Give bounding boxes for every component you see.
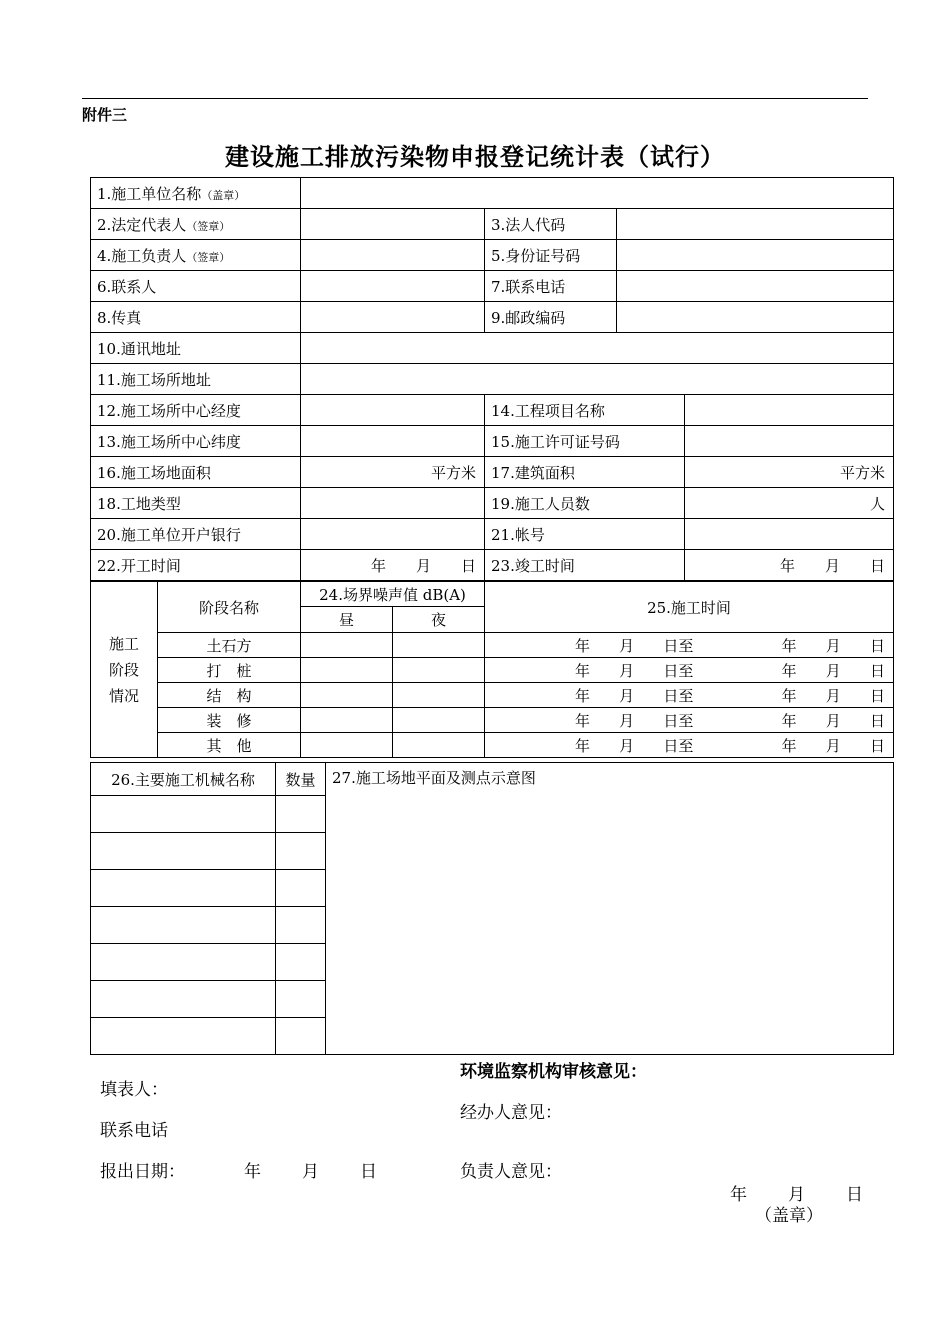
workers-field[interactable]: 人 <box>685 488 894 519</box>
stage-name: 土石方 <box>158 633 301 658</box>
label-phone: 7.联系电话 <box>485 271 617 302</box>
noise-night-field[interactable] <box>393 658 485 683</box>
site-type-field[interactable] <box>301 488 485 519</box>
month-label: 月 <box>825 736 841 755</box>
label-longitude: 12.施工场所中心经度 <box>91 395 301 426</box>
year-label: 年 <box>575 736 591 755</box>
noise-day-header: 昼 <box>301 607 393 633</box>
machinery-qty-header: 数量 <box>276 763 326 796</box>
end-date-field[interactable] <box>685 550 894 581</box>
noise-night-field[interactable] <box>393 733 485 758</box>
report-date-month: 月 <box>302 1162 319 1182</box>
machinery-qty-field[interactable] <box>276 796 326 833</box>
stage-period-field[interactable] <box>485 633 894 658</box>
label-building-area: 17.建筑面积 <box>485 457 685 488</box>
report-date-label: 报出日期： <box>100 1162 185 1182</box>
bank-field[interactable] <box>301 519 485 550</box>
site-plan-header: 27.施工场地平面及测点示意图 <box>332 769 536 787</box>
machinery-qty-field[interactable] <box>276 981 326 1018</box>
stages-section-label: 施工 阶段 情况 <box>91 582 158 758</box>
day-label: 日 <box>869 661 885 680</box>
machinery-name-field[interactable] <box>91 1018 276 1055</box>
noise-night-field[interactable] <box>393 683 485 708</box>
day-to-label: 日至 <box>663 686 694 705</box>
noise-day-field[interactable] <box>301 683 393 708</box>
stage-period-field[interactable] <box>485 658 894 683</box>
fax-field[interactable] <box>301 302 485 333</box>
machinery-name-field[interactable] <box>91 833 276 870</box>
day-to-label: 日至 <box>663 661 694 680</box>
review-date-year: 年 <box>730 1185 747 1205</box>
year-label: 年 <box>781 636 797 655</box>
year-label: 年 <box>781 736 797 755</box>
review-title: 环境监察机构审核意见： <box>460 1062 647 1082</box>
stage-period-field[interactable] <box>485 683 894 708</box>
noise-night-header: 夜 <box>393 607 485 633</box>
machinery-name-field[interactable] <box>91 907 276 944</box>
label-address: 10.通讯地址 <box>91 333 301 364</box>
day-label: 日 <box>869 556 885 575</box>
year-label: 年 <box>575 636 591 655</box>
noise-night-field[interactable] <box>393 633 485 658</box>
year-label: 年 <box>575 661 591 680</box>
review-date-day: 日 <box>846 1185 863 1205</box>
contact-phone-label: 联系电话 <box>100 1121 168 1141</box>
noise-day-field[interactable] <box>301 708 393 733</box>
month-label: 月 <box>825 636 841 655</box>
label-bank: 20.施工单位开户银行 <box>91 519 301 550</box>
postcode-field[interactable] <box>617 302 894 333</box>
month-label: 月 <box>619 636 635 655</box>
stage-period-field[interactable] <box>485 733 894 758</box>
day-to-label: 日至 <box>663 636 694 655</box>
stage-name: 打 桩 <box>158 658 301 683</box>
building-area-field[interactable]: 平方米 <box>685 457 894 488</box>
month-label: 月 <box>619 736 635 755</box>
label-fax: 8.传真 <box>91 302 301 333</box>
label-site-area: 16.施工场地面积 <box>91 457 301 488</box>
year-label: 年 <box>781 711 797 730</box>
machinery-qty-field[interactable] <box>276 944 326 981</box>
leader-opinion-label: 负责人意见： <box>460 1162 562 1182</box>
machinery-name-field[interactable] <box>91 981 276 1018</box>
month-label: 月 <box>825 686 841 705</box>
label-site-type: 18.工地类型 <box>91 488 301 519</box>
month-label: 月 <box>619 686 635 705</box>
day-to-label: 日至 <box>663 711 694 730</box>
day-label: 日 <box>869 636 885 655</box>
label-end-date: 23.竣工时间 <box>485 550 685 581</box>
day-to-label: 日至 <box>663 736 694 755</box>
label-postcode: 9.邮政编码 <box>485 302 617 333</box>
stages-table <box>90 581 894 758</box>
stage-name-header: 阶段名称 <box>158 582 301 633</box>
day-label: 日 <box>460 556 476 575</box>
noise-day-field[interactable] <box>301 733 393 758</box>
project-name-field[interactable] <box>685 395 894 426</box>
stage-name: 结 构 <box>158 683 301 708</box>
page-title: 建设施工排放污染物申报登记统计表（试行） <box>225 142 725 171</box>
month-label: 月 <box>825 661 841 680</box>
month-label: 月 <box>415 556 431 575</box>
address-field[interactable] <box>301 333 894 364</box>
noise-header: 24.场界噪声值 dB(A) <box>301 582 485 607</box>
handler-opinion-label: 经办人意见： <box>460 1103 562 1123</box>
construction-time-header: 25.施工时间 <box>485 582 894 633</box>
account-field[interactable] <box>685 519 894 550</box>
year-label: 年 <box>779 556 795 575</box>
stamp-label: （盖章） <box>755 1206 823 1226</box>
year-label: 年 <box>781 686 797 705</box>
label-account: 21.帐号 <box>485 519 685 550</box>
label-id-number: 5.身份证号码 <box>485 240 617 271</box>
filler-label: 填表人： <box>100 1080 168 1100</box>
machinery-name-field[interactable] <box>91 870 276 907</box>
machinery-name-header: 26.主要施工机械名称 <box>91 763 276 796</box>
stage-name: 其 他 <box>158 733 301 758</box>
stage-name: 装 修 <box>158 708 301 733</box>
label-manager: 4.施工负责人（签章） <box>91 240 301 271</box>
top-rule <box>82 98 868 99</box>
latitude-field[interactable] <box>301 426 485 457</box>
label-start-date: 22.开工时间 <box>91 550 301 581</box>
permit-field[interactable] <box>685 426 894 457</box>
machinery-name-field[interactable] <box>91 944 276 981</box>
legal-rep-field[interactable] <box>301 209 485 240</box>
noise-day-field[interactable] <box>301 633 393 658</box>
label-permit: 15.施工许可证号码 <box>485 426 685 457</box>
contact-field[interactable] <box>301 271 485 302</box>
longitude-field[interactable] <box>301 395 485 426</box>
label-legal-code: 3.法人代码 <box>485 209 617 240</box>
site-area-field[interactable]: 平方米 <box>301 457 485 488</box>
label-unit-name: 1.施工单位名称（盖章） <box>91 178 301 209</box>
stage-period-field[interactable] <box>485 708 894 733</box>
year-label: 年 <box>575 686 591 705</box>
report-date-day: 日 <box>360 1162 377 1182</box>
report-date-year: 年 <box>244 1162 261 1182</box>
site-plan-area[interactable] <box>326 763 894 1055</box>
attachment-label: 附件三 <box>82 106 128 124</box>
machinery-qty-field[interactable] <box>276 907 326 944</box>
noise-night-field[interactable] <box>393 708 485 733</box>
unit-name-field[interactable] <box>301 178 894 209</box>
label-site-address: 11.施工场所地址 <box>91 364 301 395</box>
id-number-field[interactable] <box>617 240 894 271</box>
label-project-name: 14.工程项目名称 <box>485 395 685 426</box>
month-label: 月 <box>825 711 841 730</box>
legal-code-field[interactable] <box>617 209 894 240</box>
month-label: 月 <box>619 711 635 730</box>
machinery-qty-field[interactable] <box>276 833 326 870</box>
year-label: 年 <box>575 711 591 730</box>
month-label: 月 <box>824 556 840 575</box>
review-date-month: 月 <box>788 1185 805 1205</box>
manager-field[interactable] <box>301 240 485 271</box>
noise-day-field[interactable] <box>301 658 393 683</box>
phone-field[interactable] <box>617 271 894 302</box>
year-label: 年 <box>781 661 797 680</box>
machinery-name-field[interactable] <box>91 796 276 833</box>
start-date-field[interactable] <box>301 550 485 581</box>
machinery-table <box>90 762 894 1055</box>
label-contact: 6.联系人 <box>91 271 301 302</box>
day-label: 日 <box>869 686 885 705</box>
basic-info-table <box>90 177 894 581</box>
day-label: 日 <box>869 736 885 755</box>
site-address-field[interactable] <box>301 364 894 395</box>
label-legal-rep: 2.法定代表人（签章） <box>91 209 301 240</box>
year-label: 年 <box>370 556 386 575</box>
day-label: 日 <box>869 711 885 730</box>
machinery-qty-field[interactable] <box>276 870 326 907</box>
label-latitude: 13.施工场所中心纬度 <box>91 426 301 457</box>
month-label: 月 <box>619 661 635 680</box>
label-workers: 19.施工人员数 <box>485 488 685 519</box>
machinery-qty-field[interactable] <box>276 1018 326 1055</box>
